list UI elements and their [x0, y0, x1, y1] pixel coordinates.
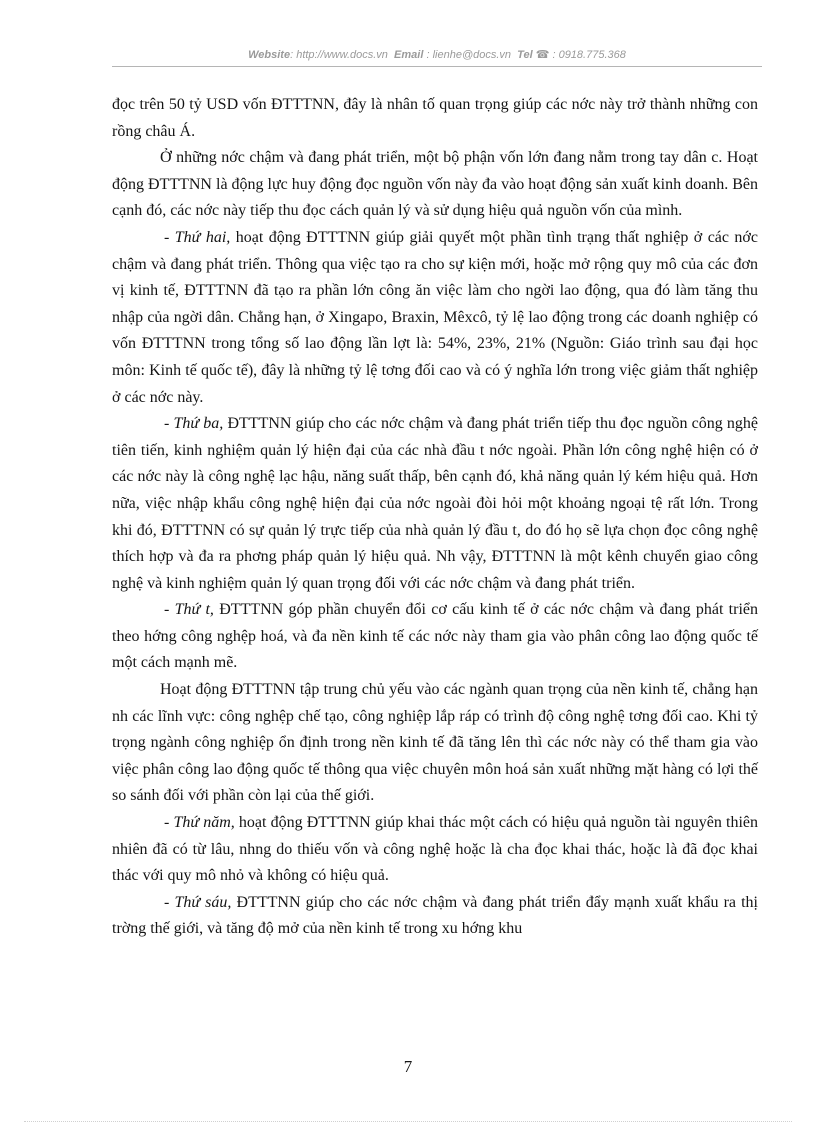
website-value[interactable]: : http://www.docs.vn	[290, 49, 388, 61]
page-number: 7	[403, 1057, 413, 1076]
paragraph-text: ĐTTTNN góp phần chuyển đổi cơ cấu kinh tế ở các nớc chậm và đang phát triển theo hớng công nghệp hoá, và đa nền kinh tế các nớc này tham gia vào phân công lao động quốc tế một cách mạnh mẽ.	[112, 601, 758, 672]
paragraph	[112, 677, 758, 810]
paragraph-text: hoạt động ĐTTTNN giúp giải quyết một phần tình trạng thất nghiệp ở các nớc chậm và đang phát triển. Thông qua việc tạo ra cho sự kiện mới, hoặc mở rộng quy mô của các đơn vị kinh tế, ĐTTTNN đã tạo ra phần lớn công ăn việc làm cho ngời lao động, qua đó làm tăng thu nhập của ngời dân. Chẳng hạn, ở Xingapo, Braxin, Mêxcô, tỷ lệ lao động trong các doanh nghiệp có vốn ĐTTTNN trong tổng số lao động lần lợt là: 54%, 23%, 21% (Nguồn: Giáo trình sau đại học môn: Kinh tế quốc tế), đây là những tỷ lệ tơng đối cao và có ý nghĩa lớn trong việc giảm thất nghiệp ở các nớc này.	[112, 228, 758, 406]
tel-value: ☎ : 0918.775.368	[535, 49, 626, 61]
paragraph-lead: - Thứ ba,	[164, 415, 224, 433]
document-body	[112, 92, 758, 943]
paragraph-lead: - Thứ sáu,	[164, 893, 232, 911]
paragraph	[112, 225, 758, 411]
email-label: Email	[394, 49, 424, 61]
page-header	[112, 48, 762, 61]
tel-label: Tel	[517, 49, 533, 61]
paragraph	[112, 411, 758, 597]
paragraph	[112, 92, 758, 145]
paragraph-text: hoạt động ĐTTTNN giúp khai thác một cách có hiệu quả nguồn tài nguyên thiên nhiên đã có từ lâu, nhng do thiếu vốn và công nghệ hoặc là cha đọc khai thác, hoặc là đã đọc khai thác với quy mô nhỏ và không có hiệu quả.	[112, 814, 758, 885]
email-value[interactable]: : lienhe@docs.vn	[426, 49, 512, 61]
paragraph-lead: - Thứ năm,	[164, 814, 235, 832]
header-divider	[112, 66, 762, 67]
website-label: Website	[248, 49, 291, 61]
paragraph-text: đọc trên 50 tỷ USD vốn ĐTTTNN, đây là nhân tố quan trọng giúp các nớc này trở thành những con rồng châu Á.	[112, 96, 758, 140]
paragraph	[112, 597, 758, 677]
paragraph-text: Ở những nớc chậm và đang phát triển, một bộ phận vốn lớn đang nằm trong tay dân c. Hoạt động ĐTTTNN là động lực huy động đọc nguồn vốn này đa vào hoạt động sản xuất kinh doanh. Bên cạnh đó, các nớc này tiếp thu đọc cách quản lý và sử dụng hiệu quả nguồn vốn của mình.	[112, 149, 758, 220]
paragraph	[112, 145, 758, 225]
paragraph	[112, 890, 758, 943]
paragraph-text: Hoạt động ĐTTTNN tập trung chủ yếu vào các ngành quan trọng của nền kinh tế, chẳng hạn nh các lĩnh vực: công nghệp chế tạo, công nghiệp lắp ráp có trình độ công nghệ tơng đối cao. Khi tỷ trọng ngành công nghiệp ổn định trong nền kinh tế đã tăng lên thì các nớc này có thể tham gia vào việc phân công lao động quốc tế thông qua việc chuyên môn hoá sản xuất những mặt hàng có lợi thế so sánh đối với phần còn lại của thế giới.	[112, 681, 758, 805]
paragraph-lead: - Thứ t,	[164, 601, 214, 619]
paragraph-lead: - Thứ hai,	[164, 228, 231, 246]
page-bottom-divider	[24, 1121, 792, 1122]
paragraph-text: ĐTTTNN giúp cho các nớc chậm và đang phát triển đẩy mạnh xuất khẩu ra thị trờng thế giới, và tăng độ mở của nền kinh tế trong xu hớng khu	[112, 893, 759, 938]
paragraph-text: ĐTTTNN giúp cho các nớc chậm và đang phát triển tiếp thu đọc nguồn công nghệ tiên tiến, kinh nghiệm quản lý hiện đại của các nhà đầu t nớc ngoài. Phần lớn công nghệ hiện có ở các nớc này là công nghệ lạc hậu, năng suất thấp, bên cạnh đó, khả năng quản lý kém hiệu quả. Hơn nữa, việc nhập khẩu công nghệ hiện đại của nớc ngoài đòi hỏi một khoảng ngoại tệ rất lớn. Trong khi đó, ĐTTTNN có sự quản lý trực tiếp của nhà quản lý đầu t, do đó họ sẽ lựa chọn đọc công nghệ thích hợp và đa ra phơng pháp quản lý hiệu quả. Nh vậy, ĐTTTNN là một kênh chuyển giao công nghệ và kinh nghiệm quản lý quan trọng đối với các nớc chậm và đang phát triển.	[112, 415, 759, 592]
paragraph	[112, 810, 758, 890]
